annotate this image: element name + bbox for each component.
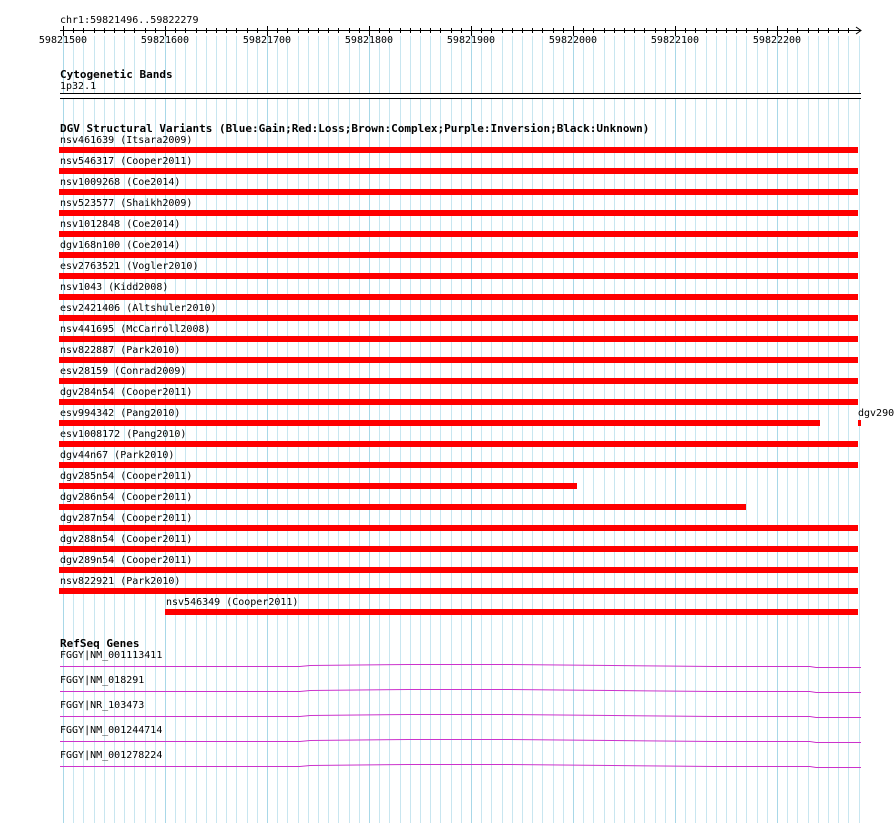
ruler-tick-label: 59821500 — [38, 35, 88, 46]
refseq-track-title: RefSeq Genes — [60, 637, 140, 650]
dgv-variant-label[interactable]: dgv44n67 (Park2010) — [60, 450, 175, 461]
dgv-variant-label[interactable]: nsv822921 (Park2010) — [60, 576, 181, 587]
ruler-tick-label: 59821600 — [140, 35, 190, 46]
cytoband-track-title: Cytogenetic Bands — [60, 68, 173, 81]
dgv-variant-label[interactable]: dgv290 — [858, 408, 894, 419]
dgv-variant-label[interactable]: dgv287n54 (Cooper2011) — [60, 513, 193, 524]
dgv-variant-label[interactable]: dgv286n54 (Cooper2011) — [60, 492, 193, 503]
refseq-gene-line — [60, 715, 861, 718]
dgv-variant-label[interactable]: dgv288n54 (Cooper2011) — [60, 534, 193, 545]
refseq-gene-label[interactable]: FGGY|NR_103473 — [60, 700, 145, 711]
ruler-tick-label: 59821800 — [344, 35, 394, 46]
refseq-gene-line — [60, 665, 861, 668]
refseq-gene-label[interactable]: FGGY|NM_018291 — [60, 675, 145, 686]
cytoband-label: 1p32.1 — [60, 81, 97, 92]
dgv-variant-label[interactable]: dgv285n54 (Cooper2011) — [60, 471, 193, 482]
dgv-variant-label[interactable]: nsv461639 (Itsara2009) — [60, 135, 193, 146]
refseq-gene-line — [60, 690, 861, 693]
refseq-gene-label[interactable]: FGGY|NM_001244714 — [60, 725, 163, 736]
dgv-variant-label[interactable]: esv2421406 (Altshuler2010) — [60, 303, 217, 314]
dgv-variant-label[interactable]: dgv284n54 (Cooper2011) — [60, 387, 193, 398]
refseq-gene-label[interactable]: FGGY|NM_001113411 — [60, 650, 163, 661]
dgv-variant-label[interactable]: nsv523577 (Shaikh2009) — [60, 198, 193, 209]
dgv-variant-label[interactable]: dgv289n54 (Cooper2011) — [60, 555, 193, 566]
dgv-variant-label[interactable]: nsv822887 (Park2010) — [60, 345, 181, 356]
dgv-variant-label[interactable]: esv994342 (Pang2010) — [60, 408, 181, 419]
dgv-variant-label[interactable]: nsv546317 (Cooper2011) — [60, 156, 193, 167]
dgv-variant-label[interactable]: nsv441695 (McCarroll2008) — [60, 324, 211, 335]
dgv-variant-label[interactable]: esv1008172 (Pang2010) — [60, 429, 187, 440]
dgv-variant-label[interactable]: esv2763521 (Vogler2010) — [60, 261, 199, 272]
dgv-variant-label[interactable]: nsv546349 (Cooper2011) — [166, 597, 299, 608]
dgv-variant-label[interactable]: esv28159 (Conrad2009) — [60, 366, 187, 377]
ruler-tick-label: 59821900 — [446, 35, 496, 46]
refseq-gene-label[interactable]: FGGY|NM_001278224 — [60, 750, 163, 761]
dgv-variant-label[interactable]: dgv168n100 (Coe2014) — [60, 240, 181, 251]
refseq-gene-line — [60, 740, 861, 743]
dgv-variant-label[interactable]: nsv1009268 (Coe2014) — [60, 177, 181, 188]
dgv-track-title: DGV Structural Variants (Blue:Gain;Red:Loss;Brown:Complex;Purple:Inversion;Black:Unknown) — [60, 122, 650, 135]
ruler-tick-label: 59822000 — [548, 35, 598, 46]
dgv-variant-label[interactable]: nsv1012848 (Coe2014) — [60, 219, 181, 230]
refseq-gene-line — [60, 765, 861, 768]
ruler-tick-label: 59822200 — [752, 35, 802, 46]
ruler-tick-label: 59821700 — [242, 35, 292, 46]
dgv-variant-label[interactable]: nsv1043 (Kidd2008) — [60, 282, 169, 293]
ruler-tick-label: 59822100 — [650, 35, 700, 46]
location-label: chr1:59821496..59822279 — [60, 15, 199, 26]
